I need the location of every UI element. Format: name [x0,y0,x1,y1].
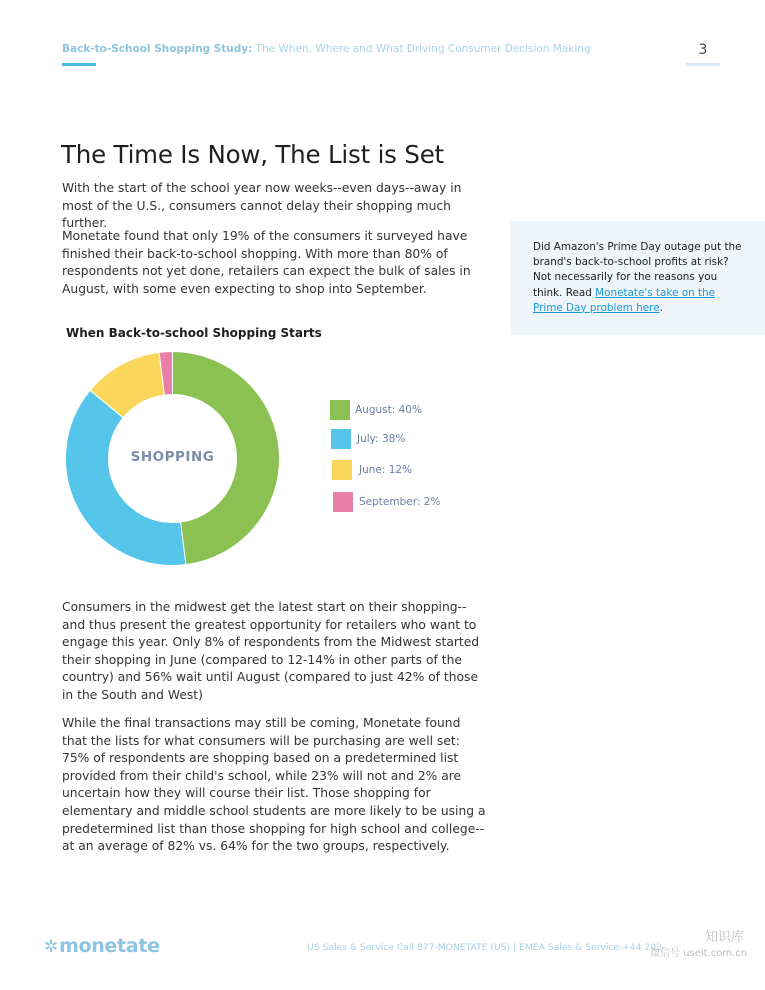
running-header [62,43,591,55]
monetate-logo [44,935,160,957]
legend-label-june: June: 12% [359,464,413,476]
page-title: The Time Is Now, The List is Set [61,140,444,169]
legend-swatch-september [333,492,353,512]
callout-text [533,240,743,316]
footer-contact: US Sales & Service Call 877-MONETATE (US) | EMEA Sales & Service +44 203- [307,942,666,953]
watermark [650,930,747,962]
legend-swatch-june [332,460,352,480]
donut-center-label: SHOPPING [130,449,215,465]
legend-label-august: August: 40% [355,404,422,416]
legend-swatch-august [330,400,350,420]
logo-wordmark: monetate [58,935,160,957]
study-title-rest: The When, Where and What Driving Consumer Decision Making [252,43,591,55]
study-title-bold: Back-to-School Shopping Study: [62,43,253,55]
paragraph-lists: While the final transactions may still be coming, Monetate found that the lists for what consumers will be purchasing are well set: 75% of respondents are shopping based on a predetermined list provided from their child's school, while 23% will not and 2% are uncertain how they will course their list. Those shopping for elementary and middle school students are more likely to be using a predetermined list than those shopping for high school and college--at an average of 82% vs. 64% for the two groups, respectively. [62,716,486,854]
callout-end: . [659,301,663,314]
watermark-id: 微信号 useit.com.cn [650,948,748,959]
paragraph-intro: With the start of the school year now weeks--even days--away in most of the U.S., consumers cannot delay their shopping much further. [62,181,462,231]
header-accent-bar [62,63,96,66]
watermark-title: 知识库 [705,930,745,945]
legend-label-july: July: 38% [357,433,406,445]
logo-mark-icon: ✲ [44,937,58,957]
legend-label-september: September: 2% [359,496,441,508]
chart-title: When Back-to-school Shopping Starts [66,326,322,340]
legend-swatch-july [331,429,351,449]
page-number-bar [686,63,720,66]
prime-day-link[interactable]: Monetate's take on the Prime Day problem here [533,286,716,314]
page-number: 3 [698,42,708,58]
callout-box [510,221,765,335]
callout-body: Did Amazon's Prime Day outage put the brand's back-to-school profits at risk? Not necessarily for the reasons you think. Read [533,241,742,299]
paragraph-midwest: Consumers in the midwest get the latest start on their shopping--and thus present the greatest opportunity for retailers who want to engage this year. Only 8% of respondents from the Midwest started their shopping in June (compared to 12-14% in other parts of the country) and 56% wait until August (compared to just 42% of those in the South and West) [62,600,480,702]
donut-slice-july [66,390,186,565]
donut-chart [60,346,285,571]
paragraph-findings: Monetate found that only 19% of the consumers it surveyed have finished their back-to-school shopping. With more than 80% of respondents not yet done, retailers can expect the bulk of sales in August, with some even expecting to shop into September. [62,229,471,296]
